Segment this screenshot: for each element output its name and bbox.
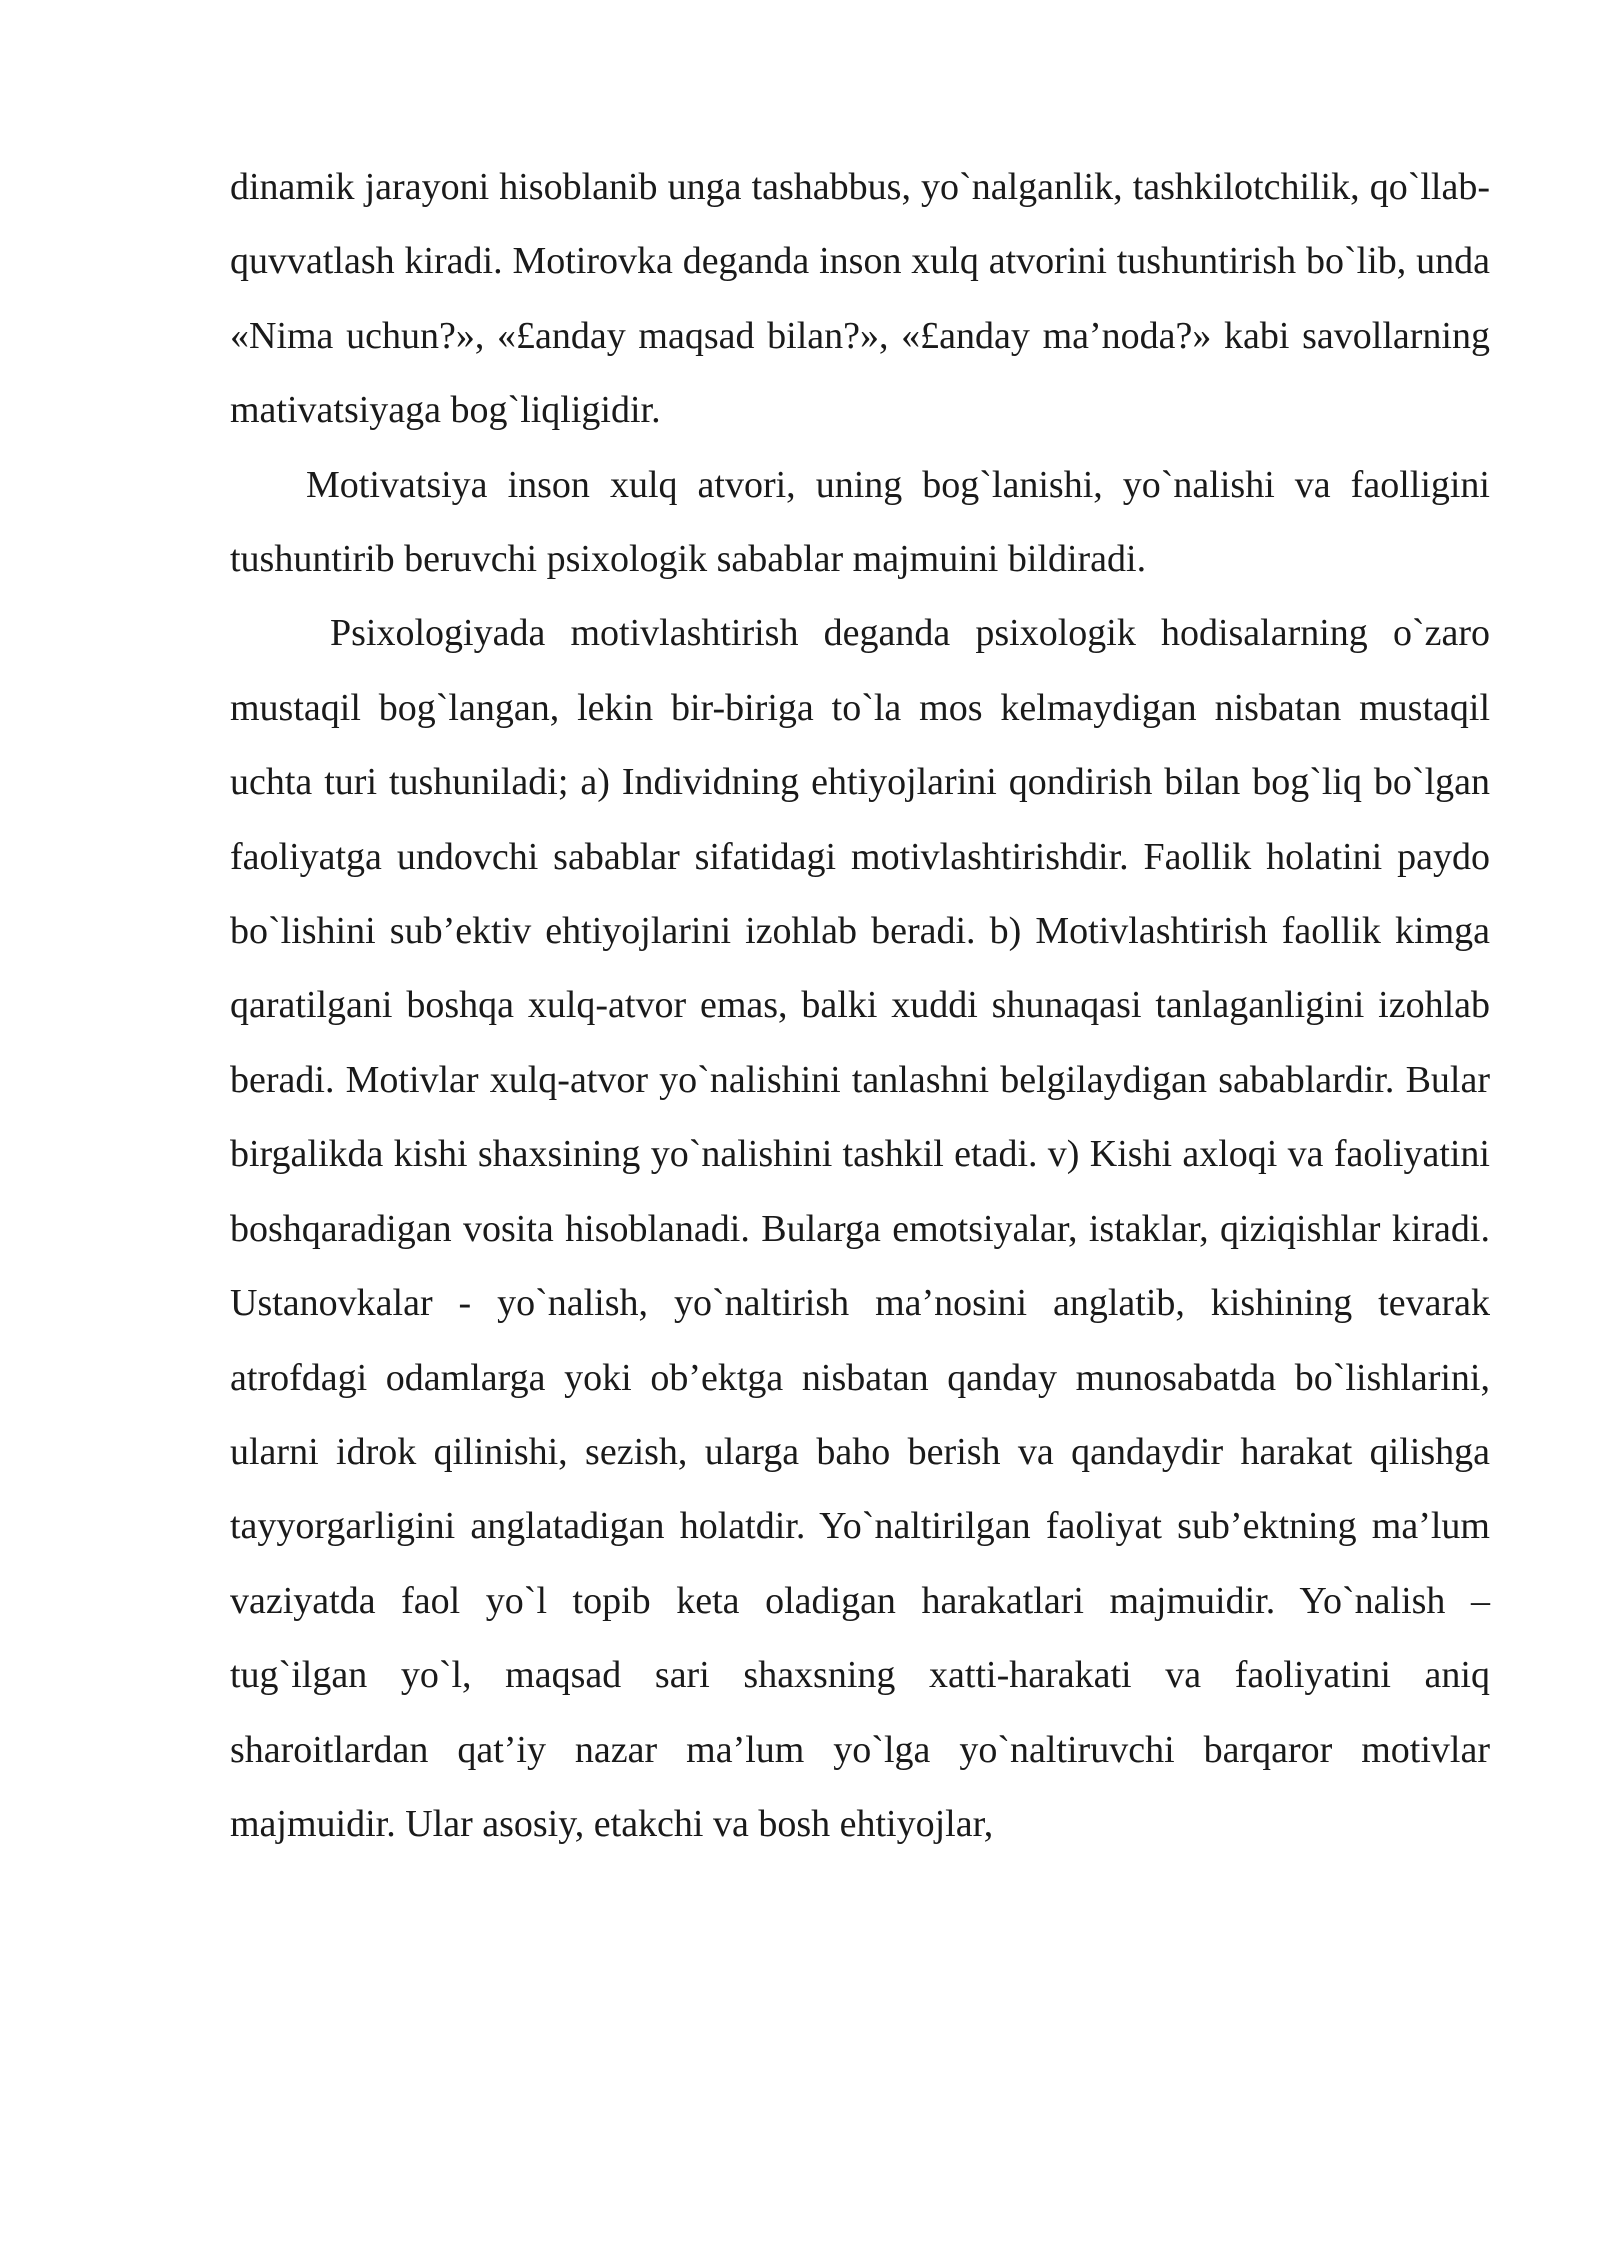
paragraph-continuation: dinamik jarayoni hisoblanib unga tashabbus, yo`nalganlik, tashkilotchilik, qo`llab-quvvatlash kiradi. Motirovka deganda inson xulq atvorini tushuntirish bo`lib, unda «Nima uchun?», «£anday maqsad bilan?», «£anday ma’noda?» kabi savollarning mativatsiyaga bog`liqligidir. xyxy=(230,166,1490,432)
paragraph-psychology-motivation: Psixologiyada motivlashtirish deganda psixologik hodisalarning o`zaro mustaqil bog`langan, lekin bir-biriga to`la mos kelmaydigan nisbatan mustaqil uchta turi tushuniladi; a) Individning ehtiyojlarini qondirish bilan bog`liq bo`lgan faoliyatga undovchi sabablar sifatidagi motivlashtirishdir. Faollik holatini paydo bo`lishini sub’ektiv ehtiyojlarini izohlab beradi. b) Motivlashtirish faollik kimga qaratilgani boshqa xulq-atvor emas, balki xuddi shunaqasi tanlaganligini izohlab beradi. Motivlar xulq-atvor yo`nalishini tanlashni belgilaydigan sabablardir. Bular birgalikda kishi shaxsining yo`nalishini tashkil etadi. v) Kishi axloqi va faoliyatini boshqaradigan vosita hisoblanadi. Bularga emotsiyalar, istaklar, qiziqishlar kiradi. Ustanovkalar - yo`nalish, yo`naltirish ma’nosini anglatib, kishining tevarak atrofdagi odamlarga yoki ob’ektga nisbatan qanday munosabatda bo`lishlarini, ularni idrok qilinishi, sezish, ularga baho berish va qandaydir harakat qilishga tayyorgarligini anglatadigan holatdir. Yo`naltirilgan faoliyat sub’ektning ma’lum vaziyatda faol yo`l topib keta oladigan harakatlari majmuidir. Yo`nalish – tug`ilgan yo`l, maqsad sari shaxsning xatti-harakati va faoliyatini aniq sharoitlardan qat’iy nazar ma’lum yo`lga yo`naltiruvchi barqaror motivlar majmuidir. Ular asosiy, etakchi va bosh ehtiyojlar, xyxy=(230,612,1490,1845)
body-text xyxy=(230,150,1490,1861)
paragraph-motivation-definition: Motivatsiya inson xulq atvori, uning bog`lanishi, yo`nalishi va faolligini tushuntirib beruvchi psixologik sabablar majmuini bildiradi. xyxy=(230,463,1490,581)
